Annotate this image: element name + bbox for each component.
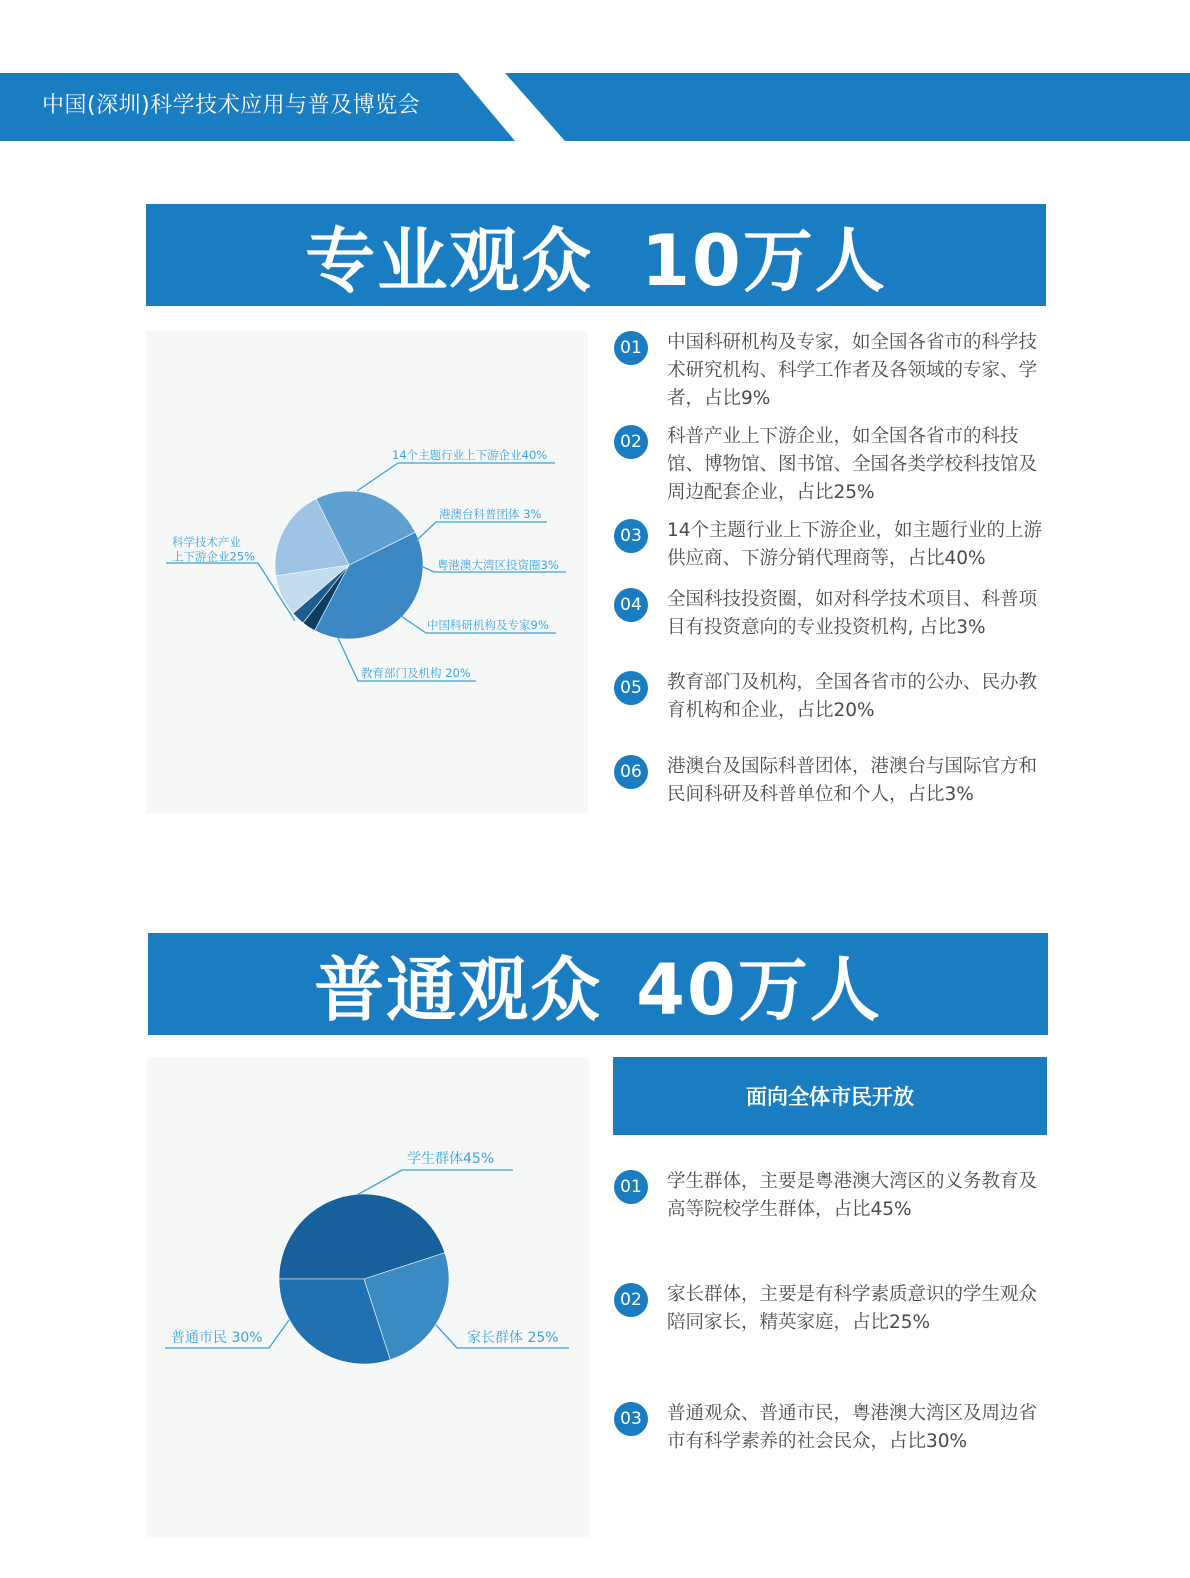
slice-label: 教育部门及机构 20% bbox=[361, 666, 471, 680]
slice-label: 普通市民 30% bbox=[171, 1330, 263, 1346]
professional-heading-label: 专业观众 bbox=[305, 219, 594, 302]
item-description: 学生群体，主要是粤港澳大湾区的义务教育及高等院校学生群体，占比45% bbox=[667, 1171, 1038, 1220]
item-description: 全国科技投资圈，如对科学技术项目、科普项目有投资意向的专业投资机构, 占比3% bbox=[667, 589, 1038, 638]
banner-shape bbox=[0, 0, 1190, 150]
professional-heading-count: 10万人 bbox=[641, 219, 887, 302]
item-number-badge: 01 bbox=[614, 331, 648, 365]
item-number-badge: 02 bbox=[614, 425, 648, 459]
item-description: 科普产业上下游企业，如全国各省市的科技馆、博物馆、图书馆、全国各类学校科技馆及周边配套企业，占比25% bbox=[667, 426, 1038, 503]
professional-audience-heading bbox=[146, 204, 1046, 306]
leader-line bbox=[357, 1170, 513, 1195]
item-description: 家长群体，主要是有科学素质意识的学生观众陪同家长，精英家庭，占比25% bbox=[667, 1284, 1038, 1333]
item-description: 中国科研机构及专家，如全国各省市的科学技术研究机构、科学工作者及各领域的专家、学者，占比9% bbox=[667, 332, 1038, 409]
general-audience-heading bbox=[148, 933, 1048, 1035]
general-pie-chart bbox=[147, 1057, 589, 1537]
item-number-badge: 04 bbox=[614, 588, 648, 622]
general-heading-label: 普通观众 bbox=[314, 948, 603, 1031]
item-description: 普通观众、普通市民，粤港澳大湾区及周边省市有科学素养的社会民众，占比30% bbox=[667, 1403, 1038, 1452]
professional-chart-panel bbox=[146, 331, 588, 814]
slice-label: 科学技术产业上下游企业25% bbox=[172, 535, 256, 564]
item-number-badge: 03 bbox=[614, 1402, 648, 1436]
leader-line bbox=[416, 522, 547, 541]
item-description: 教育部门及机构，全国各省市的公办、民办教育机构和企业，占比20% bbox=[667, 672, 1038, 721]
slice-label: 粤港澳大湾区投资圈3% bbox=[437, 558, 559, 572]
slice-label: 14个主题行业上下游企业40% bbox=[392, 448, 548, 462]
leader-line bbox=[357, 463, 555, 491]
slice-label: 港澳台科普团体 3% bbox=[439, 507, 542, 521]
banner-title: 中国(深圳)科学技术应用与普及博览会 bbox=[42, 93, 421, 118]
item-description: 港澳台及国际科普团体，港澳台与国际官方和民间科研及科普单位和个人，占比3% bbox=[667, 756, 1038, 805]
item-number-badge: 02 bbox=[614, 1283, 648, 1317]
slice-label: 中国科研机构及专家9% bbox=[427, 618, 549, 632]
item-number-badge: 05 bbox=[614, 671, 648, 705]
item-number-badge: 03 bbox=[614, 519, 648, 553]
item-description: 14个主题行业上下游企业，如主题行业的上游供应商、下游分销代理商等，占比40% bbox=[667, 520, 1043, 569]
general-chart-panel bbox=[147, 1057, 589, 1537]
general-heading-count: 40万人 bbox=[636, 948, 882, 1031]
open-to-public-banner: 面向全体市民开放 bbox=[613, 1057, 1047, 1135]
slice-label: 学生群体45% bbox=[407, 1151, 495, 1167]
item-number-badge: 01 bbox=[614, 1170, 648, 1204]
top-banner bbox=[0, 0, 1190, 150]
item-number-badge: 06 bbox=[614, 755, 648, 789]
slice-label: 家长群体 25% bbox=[467, 1330, 559, 1346]
professional-pie-chart bbox=[146, 331, 588, 814]
